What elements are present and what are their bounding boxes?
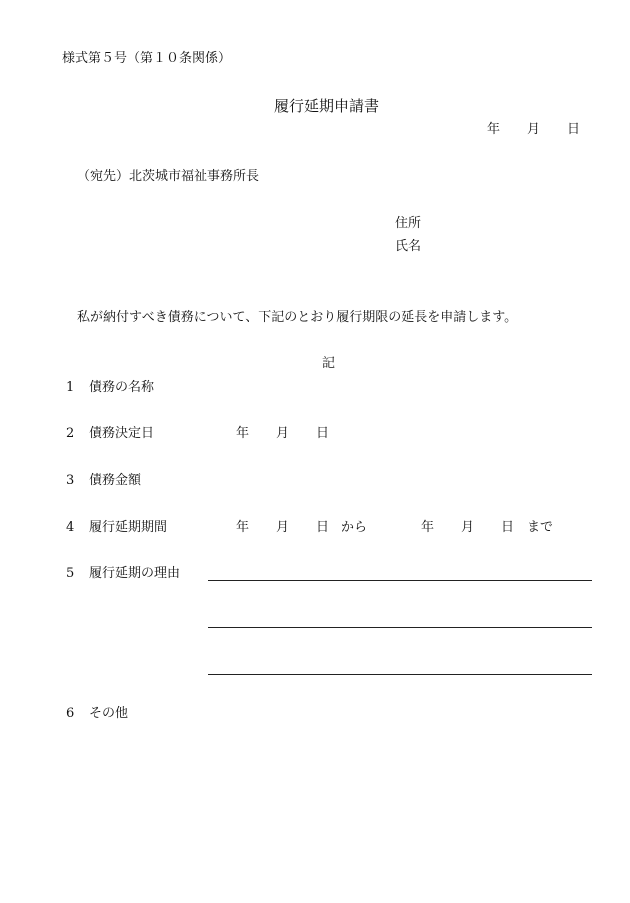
item-1-label: 債務の名称	[89, 380, 155, 395]
item-4-from-year: 年	[236, 520, 250, 535]
item-2-label: 債務決定日	[89, 426, 155, 441]
item-6-number: 6	[66, 706, 75, 721]
page-title: 履行延期申請書	[274, 97, 380, 115]
ki-heading: 記	[322, 356, 336, 371]
item-4-number: 4	[66, 520, 75, 535]
item-2-day: 日	[316, 426, 330, 441]
item-4-to-suffix: まで	[527, 520, 554, 535]
statement: 私が納付すべき債務について、下記のとおり履行期限の延長を申請します。	[77, 310, 518, 325]
form-number: 様式第５号（第１０条関係）	[62, 51, 232, 66]
item-3-label: 債務金額	[89, 473, 142, 488]
item-4-from-suffix: から	[341, 520, 368, 535]
item-3-number: 3	[66, 473, 75, 488]
date-year-label: 年	[487, 122, 501, 137]
item-4-to-year: 年	[421, 520, 435, 535]
item-2-month: 月	[276, 426, 290, 441]
address-label: 住所	[395, 216, 422, 231]
item-2-number: 2	[66, 426, 75, 441]
item-4-from-month: 月	[276, 520, 290, 535]
item-4-to-day: 日	[501, 520, 515, 535]
item-5-number: 5	[66, 566, 75, 581]
item-2-year: 年	[236, 426, 250, 441]
date-day-label: 日	[567, 122, 581, 137]
item-1-number: 1	[66, 380, 75, 395]
item-4-to-month: 月	[461, 520, 475, 535]
reason-line-2	[208, 627, 592, 628]
item-6-label: その他	[89, 706, 129, 721]
reason-line-3	[208, 674, 592, 675]
name-label: 氏名	[395, 239, 422, 254]
reason-line-1	[208, 580, 592, 581]
item-4-from-day: 日	[316, 520, 330, 535]
item-4-label: 履行延期期間	[89, 520, 168, 535]
addressee: （宛先）北茨城市福祉事務所長	[77, 169, 260, 184]
date-month-label: 月	[527, 122, 541, 137]
item-5-label: 履行延期の理由	[89, 566, 181, 581]
